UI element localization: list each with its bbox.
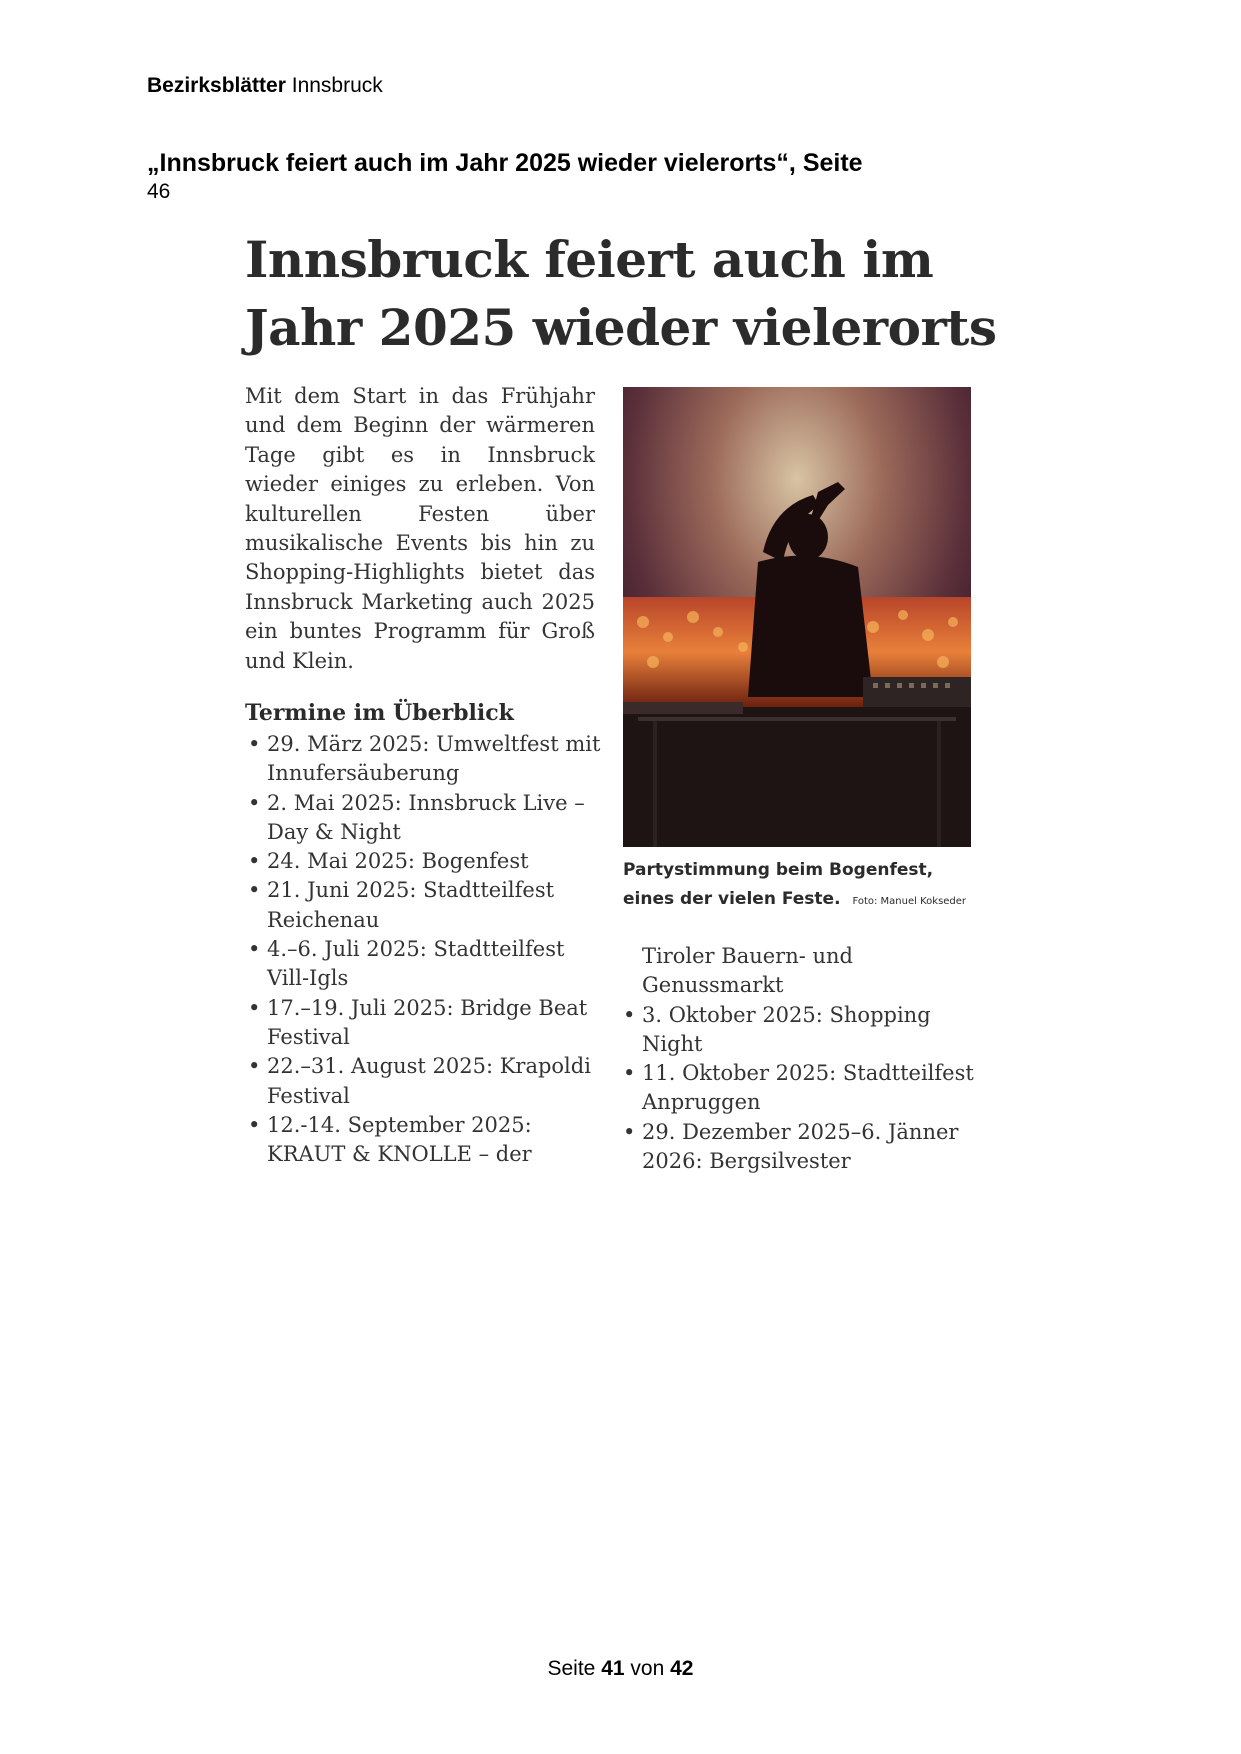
- article-headline: [245, 226, 997, 362]
- events-list-right: [620, 942, 980, 1176]
- publication-name-bold: Bezirksblätter: [147, 74, 286, 97]
- footer-separator: von: [630, 1657, 665, 1680]
- events-section-title: Termine im Überblick: [245, 700, 514, 726]
- article-reference-title: „Innsbruck feiert auch im Jahr 2025 wieder vielerorts“, Seite: [147, 149, 863, 177]
- list-item: • 4.–6. Juli 2025: Stadtteilfest Vill-Igls: [248, 937, 565, 991]
- list-item: • 11. Oktober 2025: Stadtteilfest Anpruggen: [623, 1061, 974, 1115]
- list-item: • 3. Oktober 2025: Shopping Night: [623, 1002, 931, 1056]
- page-footer: [0, 1657, 1241, 1681]
- headline-line-1: Innsbruck feiert auch im: [245, 230, 934, 289]
- list-item: • 22.–31. August 2025: Krapoldi Festival: [248, 1054, 591, 1108]
- dj-silhouette-image: [623, 387, 971, 847]
- publication-name-rest: Innsbruck: [291, 74, 383, 97]
- total-pages-number: 42: [670, 1657, 694, 1680]
- publication-name: [147, 74, 383, 98]
- caption-text: Partystimmung beim Bogenfest, eines der vielen Feste.: [623, 860, 934, 909]
- list-item: • 24. Mai 2025: Bogenfest: [248, 849, 529, 874]
- list-item: • 17.–19. Juli 2025: Bridge Beat Festival: [248, 995, 588, 1049]
- list-item: • 21. Juni 2025: Stadtteilfest Reichenau: [248, 878, 555, 932]
- list-item: • 29. Dezember 2025–6. Jänner 2026: Bergsilvester: [623, 1119, 959, 1174]
- article-reference-page: 46: [147, 180, 171, 203]
- current-page-number: 41: [601, 1657, 625, 1680]
- headline-line-2: Jahr 2025 wieder vielerorts: [245, 298, 997, 357]
- footer-prefix: Seite: [547, 1657, 596, 1680]
- events-list-left: [245, 730, 605, 1169]
- newspaper-clipping: [240, 222, 997, 1182]
- article-intro: Mit dem Start in das Frühjahr und dem Beginn der wärmeren Tage gibt es in Innsbruck wieder einiges zu erleben. Von kulturellen Festen über musikalische Events bis hin zu Shopping-Highlights bietet das Innsbruck Marketing auch 2025 ein buntes Programm für Groß und Klein.: [245, 384, 595, 673]
- event-photo: [623, 387, 971, 847]
- list-item: • 12.-14. September 2025: KRAUT & KNOLLE – der: [248, 1112, 532, 1167]
- list-item-continuation: Tiroler Bauern- und Genussmarkt: [642, 944, 853, 998]
- photo-caption: [623, 856, 973, 916]
- list-item: • 2. Mai 2025: Innsbruck Live – Day & Night: [248, 790, 585, 844]
- photo-credit: Foto: Manuel Kokseder: [852, 896, 967, 907]
- list-item: • 29. März 2025: Umweltfest mit Innufersäuberung: [248, 732, 601, 786]
